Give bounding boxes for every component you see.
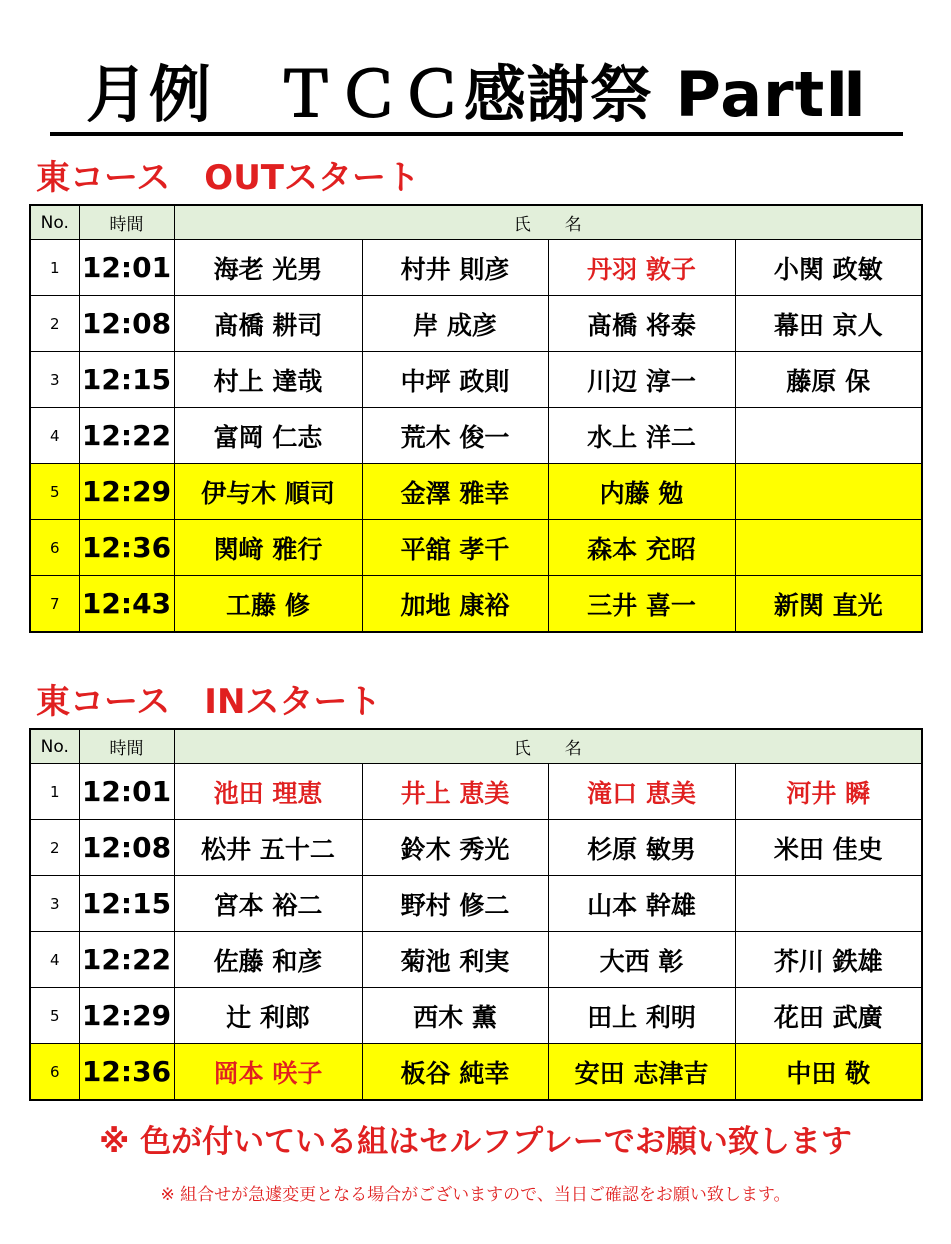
table-row	[30, 408, 922, 464]
player-name: 村井 則彦	[362, 240, 548, 296]
tee-time: 12:08	[79, 820, 174, 876]
player-name: 井上 恵美	[362, 764, 548, 820]
player-name: 辻 利郎	[174, 988, 362, 1044]
player-name: 岡本 咲子	[174, 1044, 362, 1101]
table-header-row	[30, 729, 922, 764]
out-section-heading: 東コース OUTスタート	[36, 158, 421, 198]
player-name: 宮本 裕二	[174, 876, 362, 932]
tee-time: 12:36	[79, 1044, 174, 1101]
group-number: 6	[30, 520, 79, 576]
player-name: 三井 喜一	[548, 576, 735, 633]
tee-time: 12:22	[79, 932, 174, 988]
player-name: 小関 政敏	[735, 240, 922, 296]
table-row	[30, 876, 922, 932]
tee-time: 12:43	[79, 576, 174, 633]
player-name: 髙橋 将泰	[548, 296, 735, 352]
table-row	[30, 520, 922, 576]
player-name: 内藤 勉	[548, 464, 735, 520]
self-play-note: ※ 色が付いている組はセルフプレーでお願い致します	[99, 1124, 852, 1160]
player-name: 海老 光男	[174, 240, 362, 296]
player-name: 髙橋 耕司	[174, 296, 362, 352]
group-number: 7	[30, 576, 79, 633]
player-name: 金澤 雅幸	[362, 464, 548, 520]
tee-time: 12:01	[79, 240, 174, 296]
player-name: 水上 洋二	[548, 408, 735, 464]
player-name: 荒木 俊一	[362, 408, 548, 464]
player-name: 滝口 恵美	[548, 764, 735, 820]
table-header-row	[30, 205, 922, 240]
player-name: 河井 瞬	[735, 764, 922, 820]
player-name: 松井 五十二	[174, 820, 362, 876]
player-name: 中坪 政則	[362, 352, 548, 408]
tee-time: 12:08	[79, 296, 174, 352]
tee-time: 12:36	[79, 520, 174, 576]
player-name: 鈴木 秀光	[362, 820, 548, 876]
group-number: 4	[30, 932, 79, 988]
group-number: 5	[30, 988, 79, 1044]
group-number: 6	[30, 1044, 79, 1101]
header-time: 時間	[79, 205, 174, 240]
group-number: 5	[30, 464, 79, 520]
player-name: 菊池 利実	[362, 932, 548, 988]
player-name	[735, 520, 922, 576]
tee-time: 12:29	[79, 464, 174, 520]
table-row	[30, 464, 922, 520]
group-number: 3	[30, 876, 79, 932]
in-section-heading: 東コース INスタート	[36, 682, 382, 722]
player-name: 米田 佳史	[735, 820, 922, 876]
group-number: 1	[30, 764, 79, 820]
player-name	[735, 464, 922, 520]
tee-time: 12:15	[79, 352, 174, 408]
header-time: 時間	[79, 729, 174, 764]
player-name: 藤原 保	[735, 352, 922, 408]
player-name: 森本 充昭	[548, 520, 735, 576]
player-name: 西木 薫	[362, 988, 548, 1044]
player-name: 池田 理恵	[174, 764, 362, 820]
player-name: 村上 達哉	[174, 352, 362, 408]
table-row	[30, 352, 922, 408]
group-number: 1	[30, 240, 79, 296]
group-number: 3	[30, 352, 79, 408]
table-row	[30, 932, 922, 988]
table-row	[30, 240, 922, 296]
group-number: 4	[30, 408, 79, 464]
tee-time: 12:01	[79, 764, 174, 820]
player-name: 新関 直光	[735, 576, 922, 633]
change-notice: ※ 組合せが急遽変更となる場合がございますので、当日ご確認をお願い致します。	[160, 1185, 791, 1205]
player-name: 平舘 孝千	[362, 520, 548, 576]
tee-time: 12:22	[79, 408, 174, 464]
player-name: 佐藤 和彦	[174, 932, 362, 988]
header-name: 氏 名	[174, 729, 922, 764]
table-row	[30, 1044, 922, 1101]
table-row	[30, 988, 922, 1044]
player-name: 杉原 敏男	[548, 820, 735, 876]
player-name: 富岡 仁志	[174, 408, 362, 464]
in-start-table	[29, 728, 923, 1101]
tee-time: 12:29	[79, 988, 174, 1044]
tee-time: 12:15	[79, 876, 174, 932]
table-row	[30, 764, 922, 820]
player-name: 丹羽 敦子	[548, 240, 735, 296]
player-name: 関﨑 雅行	[174, 520, 362, 576]
player-name: 板谷 純幸	[362, 1044, 548, 1101]
player-name: 中田 敬	[735, 1044, 922, 1101]
out-start-table	[29, 204, 923, 633]
player-name: 加地 康裕	[362, 576, 548, 633]
page-title: 月例 ＴＣＣ感謝祭 PartⅡ	[50, 58, 903, 136]
player-name: 川辺 淳一	[548, 352, 735, 408]
header-no: No.	[30, 729, 79, 764]
player-name: 芥川 鉄雄	[735, 932, 922, 988]
player-name: 岸 成彦	[362, 296, 548, 352]
group-number: 2	[30, 296, 79, 352]
player-name: 田上 利明	[548, 988, 735, 1044]
group-number: 2	[30, 820, 79, 876]
table-row	[30, 296, 922, 352]
player-name: 安田 志津吉	[548, 1044, 735, 1101]
player-name: 野村 修二	[362, 876, 548, 932]
player-name: 伊与木 順司	[174, 464, 362, 520]
player-name	[735, 876, 922, 932]
table-row	[30, 576, 922, 633]
player-name: 山本 幹雄	[548, 876, 735, 932]
header-no: No.	[30, 205, 79, 240]
player-name: 花田 武廣	[735, 988, 922, 1044]
table-row	[30, 820, 922, 876]
player-name: 幕田 京人	[735, 296, 922, 352]
player-name	[735, 408, 922, 464]
header-name: 氏 名	[174, 205, 922, 240]
player-name: 工藤 修	[174, 576, 362, 633]
player-name: 大西 彰	[548, 932, 735, 988]
